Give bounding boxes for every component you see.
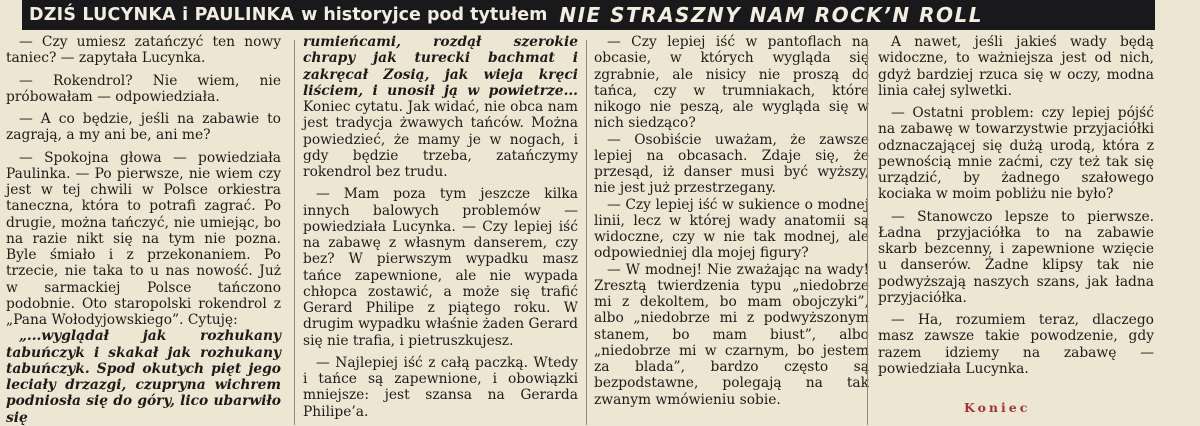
paragraph: — Spokojna głowa — powiedziała Paulinka. — Po pierwsze, nie wiem czy jest w tej chwili w Polsce orkiestra taneczna, która to potrafi zagrać. Po drugie, można tańczyć, nie umiejąc, bo na razie nikt się na tym nie pozna. Byle śmiało i z przekonaniem. Po trzecie, nie taka to u nas nowość. Już w sarmackiej Polsce tańczono podobnie. Oto staropolski rokendrol z „Pana Wołodyjowskiego”. Cytuję: [6,149,281,328]
quotation: „...wyglądał jak rozhukany tabuńczyk i skakał jak rozhukany tabuńczyk. Spod okutych pięt jego leciały drzazgi, czupryna wichrem podniosła się do góry, lico ubarwiło się [6,328,281,426]
paragraph: — Osobiście uważam, że zawsze lepiej na obcasach. Zdaje się, że przesąd, iż danser musi być wyższy, nie jest już przestrzegany. [594,131,869,197]
paragraph: — Rokendrol? Nie wiem, nie próbowałam — odpowiedziała. [6,72,281,105]
paragraph: — Czy lepiej iść w pantoflach na obcasie, w których wygląda się zgrabnie, ale nisicy nie proszą do tańca, czy w trumniakach, które nikogo nie peszą, ale wygląda się w nich siedząco? [594,34,869,132]
text-column-1 [6,34,281,426]
paragraph: — Najlepiej iść z całą paczką. Wtedy i tańce są zapewnione, i obowiązki mniejsze: jest szansa na Gerarda Philipe’a. [303,354,578,420]
headline-bar [22,0,1155,30]
paragraph: — Czy lepiej iść w sukience o modnej linii, lecz w której wady anatomii są widoczne, czy w nie tak modnej, ale odpowiedniej dla mojej figury? [594,196,869,262]
ending-mark: Koniec [964,400,1031,415]
column-divider [586,40,587,425]
paragraph: — A co będzie, jeśli na zabawie to zagrają, a my ani be, ani me? [6,111,281,144]
headline-connector: w historyjce pod tytułem [301,5,548,25]
paragraph: — Czy umiesz zatańczyć ten nowy taniec? — zapytała Lucynka. [6,34,281,67]
column-divider [867,40,868,425]
text-column-2 [303,34,578,420]
paragraph: — Stanowczo lepsze to pierwsze. Ładna przyjaciółka to na zabawie skarb bezcenny, i zapewnione wzięcie u danserów. Żadne klipsy tak nie podwyższają naszych szans, jak ładna przyjaciółka. [878,208,1154,306]
quotation-continued: rumieńcami, rozdął szerokie chrapy jak turecki bachmat i zakręcał Zosią, jak wieja kręci liściem, i unosił ją w powietrze... [303,34,578,99]
paragraph: Koniec cytatu. Jak widać, nie obca nam jest tradycja żwawych tańców. Można powiedzieć, że mamy je w nogach, i gdy będzie trzeba, zatańczymy rokendrol bez trudu. [303,99,578,180]
column-divider [294,40,295,425]
story-title: NIE STRASZNY NAM ROCK’N ROLL [559,3,983,27]
paragraph: — Ha, rozumiem teraz, dlaczego masz zawsze takie powodzenie, gdy razem idziemy na zabawę — powiedziała Lucynka. [878,312,1154,377]
text-column-4 [878,34,1154,377]
text-column-3 [594,34,869,408]
paragraph: — Mam poza tym jeszcze kilka innych balowych problemów — powiedziała Lucynka. — Czy lepiej iść na zabawę z własnym danserem, czy bez? W pierwszym wypadku masz tańce zapewnione, ale nie wypada chłopca zostawić, a może się trafić Gerard Philipe z piątego roku. W drugim wypadku właśnie żaden Gerard się nie trafia, i pietruszkujesz. [303,186,578,349]
paragraph: A nawet, jeśli jakieś wady będą widoczne, to ważniejsza jest od nich, gdyż bardziej rzuca się w oczy, modna linia całej sylwetki. [878,34,1154,99]
paragraph: — Ostatni problem: czy lepiej pójść na zabawę w towarzystwie przyjaciółki odznaczającej się dużą urodą, która z pewnością mnie zaćmi, czy też tak się urządzić, by żadnego szałowego kociaka w moim pobliżu nie było? [878,105,1154,203]
headline-names: DZIŚ LUCYNKA i PAULINKA [29,5,295,25]
paragraph: — W modnej! Nie zważając na wady! Zresztą twierdzenia typu „niedobrze mi z dekoltem, bo mam obojczyki”, albo „niedobrze mi z podwyższonym stanem, bo mam biust”, albo „niedobrze mi w czarnym, bo jestem za blada”, bardzo często są bezpodstawne, polegają na tak zwanym wmówieniu sobie. [594,261,869,408]
